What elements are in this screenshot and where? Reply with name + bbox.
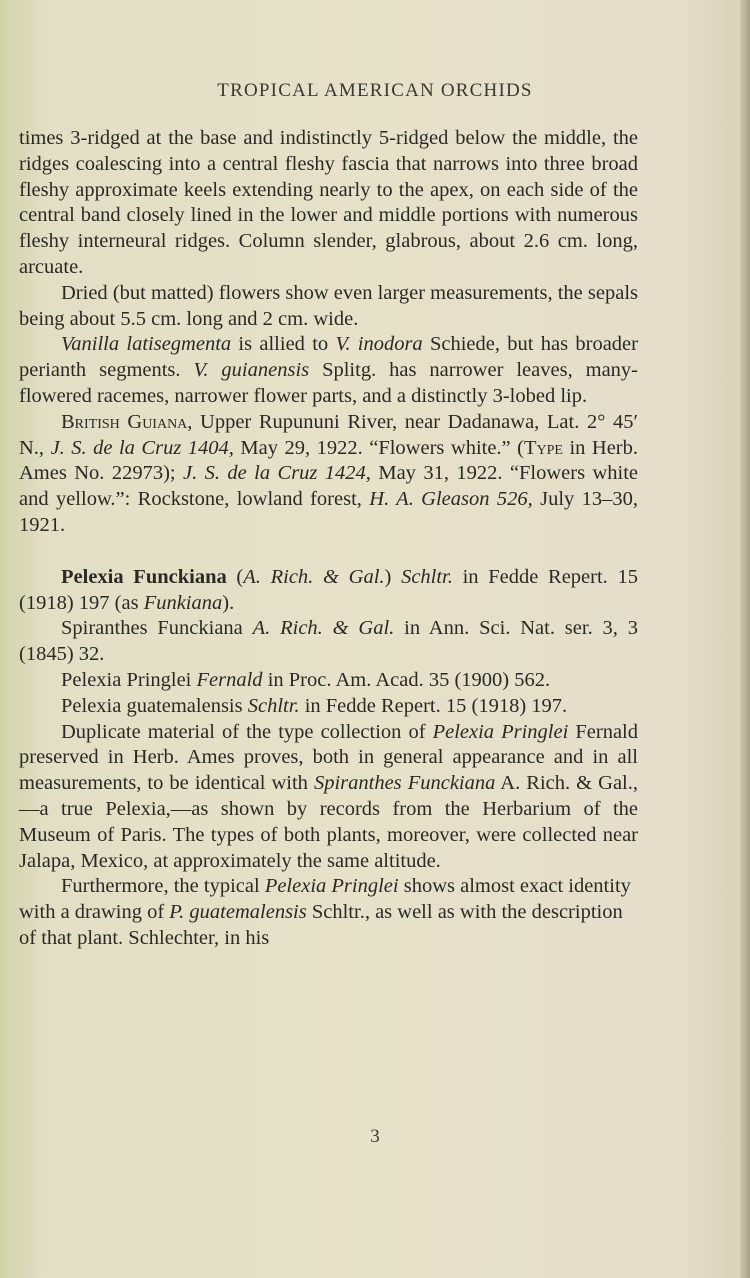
collector: H. A. Gleason 526, bbox=[369, 488, 533, 511]
collector: J. S. de la Cruz 1404, bbox=[50, 436, 234, 459]
synonym-guatemalensis: Pelexia guatemalensis Schltr. in Fedde Repert. 15 (1918) 197. bbox=[61, 694, 568, 717]
author: Fernald bbox=[196, 668, 263, 691]
paragraph-duplicate-material: Duplicate material of the type collection of Pelexia Pringlei Fernald preserved in Herb. Ames proves, both in general appearance and in all measurements, to be identical with Spiranthes Funckiana A. Rich. & Gal.,—a true Pelexia,—as shown by records from the Herbarium of the Museum of Paris. The types of both plants, moreover, were collected near Jalapa, Mexico, at approximately the same altitude. bbox=[19, 720, 638, 872]
type-label: Type bbox=[523, 436, 563, 459]
paragraph-affinity: Vanilla latisegmenta is allied to V. inodora Schiede, but has broader perianth segments. V. guianensis Splitg. has narrower leaves, many-flowered racemes, narrower flower parts, and a distinctly 3-lobed lip. bbox=[19, 333, 639, 407]
page-edge bbox=[740, 0, 750, 1278]
section-gap bbox=[19, 539, 638, 565]
locality: British Guiana, bbox=[61, 410, 193, 433]
taxon-name: V. guianensis bbox=[193, 359, 310, 382]
author: Schltr. bbox=[247, 694, 300, 717]
species-name: Pelexia Funckiana bbox=[61, 565, 227, 588]
page-number: 3 bbox=[370, 1126, 380, 1147]
taxon-name: P. guatemalensis bbox=[169, 901, 307, 924]
author: A. Rich. & Gal. bbox=[252, 617, 395, 640]
species-heading: Pelexia Funckiana (A. Rich. & Gal.) Schltr. in Fedde Repert. 15 (1918) 197 (as Funkiana). bbox=[19, 565, 638, 614]
author: Schltr. bbox=[401, 565, 453, 588]
taxon-name: V. inodora bbox=[335, 333, 423, 356]
paragraph-description-end: times 3-ridged at the base and indistinctly 5-ridged below the middle, the ridges coalescing into a central fleshy fascia that narrows into three broad fleshy approximate keels extending nearly to the apex, on each side of the central band closely lined in the lower and middle portions with numerous fleshy interneural ridges. Column slender, glabrous, about 2.6 cm. long, arcuate. bbox=[19, 127, 638, 278]
paragraph-dried-flowers: Dried (but matted) flowers show even larger measurements, the sepals being about 5.5 cm. long and 2 cm. wide. bbox=[19, 281, 638, 330]
paragraph-specimens: British Guiana, Upper Rupununi River, near Dadanawa, Lat. 2° 45′ N., J. S. de la Cruz 1404, May 29, 1922. “Flowers white.” (Type in Herb. Ames No. 22973); J. S. de la Cruz 1424, May 31, 1922. “Flowers white and yellow.”: Rockstone, lowland forest, H. A. Gleason 526, July 13–30, 1921. bbox=[19, 410, 639, 536]
synonym-spiranthes: Spiranthes Funckiana A. Rich. & Gal. in Ann. Sci. Nat. ser. 3, 3 (1845) 32. bbox=[19, 617, 638, 666]
taxon-name: Spiranthes Funckiana bbox=[313, 772, 496, 795]
paragraph-furthermore: Furthermore, the typical Pelexia Pringlei shows almost exact identity with a drawing of P. guatemalensis Schltr., as well as with the description of that plant. Schlechter, in his bbox=[19, 875, 631, 949]
taxon-name: Vanilla latisegmenta bbox=[61, 333, 232, 356]
body-text bbox=[19, 126, 638, 952]
taxon-name: Pelexia Pringlei bbox=[432, 720, 569, 743]
variant-name: Funkiana bbox=[143, 591, 223, 614]
taxon-name: Pelexia Pringlei bbox=[264, 875, 399, 898]
synonym-pringlei: Pelexia Pringlei Fernald in Proc. Am. Acad. 35 (1900) 562. bbox=[61, 668, 551, 691]
collector: J. S. de la Cruz 1424, bbox=[183, 462, 371, 485]
author: A. Rich. & Gal. bbox=[243, 565, 385, 588]
running-head: TROPICAL AMERICAN ORCHIDS bbox=[217, 80, 533, 101]
